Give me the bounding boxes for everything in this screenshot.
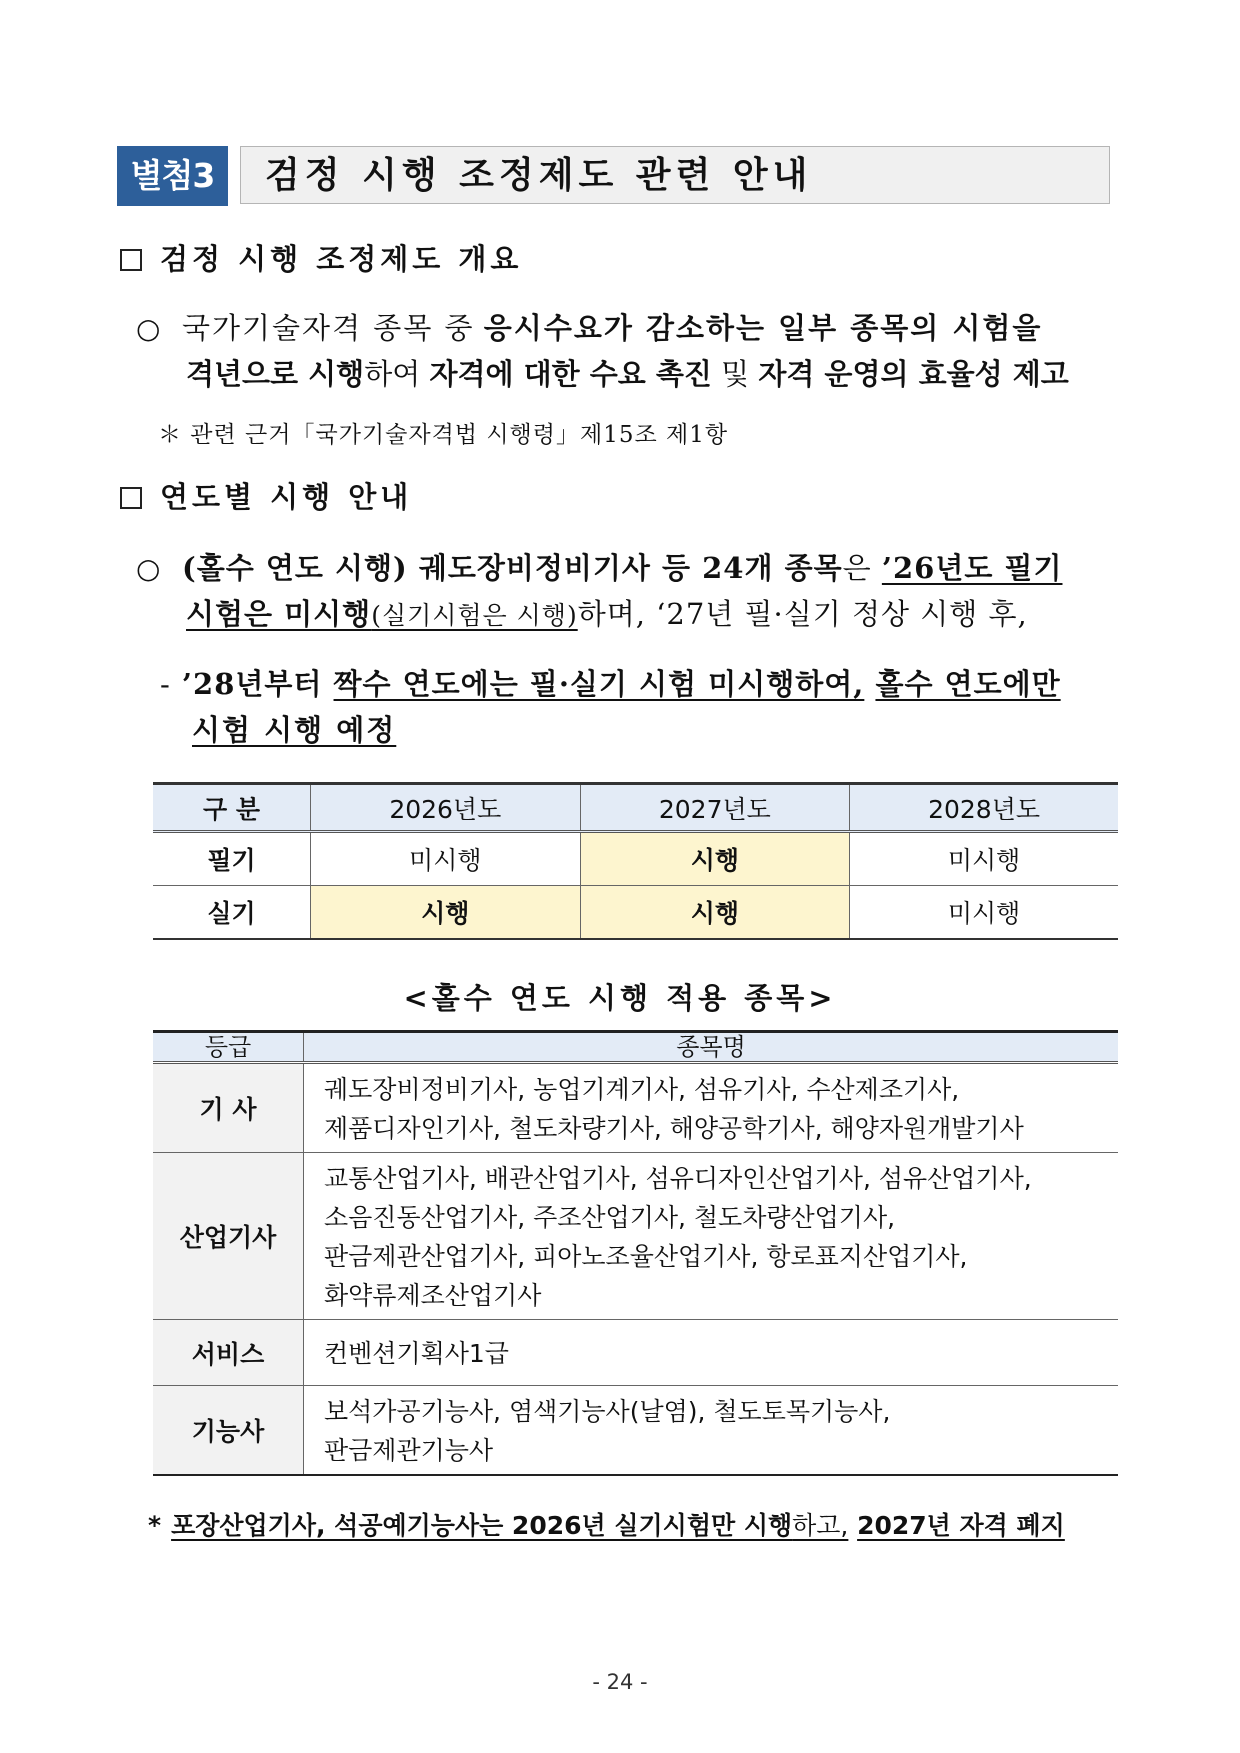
section-heading-schedule [120,475,412,516]
items-cell: 교통산업기사, 배관산업기사, 섬유디자인산업기사, 섬유산업기사, 소음진동산업기사, 주조산업기사, 철도차량산업기사, 판금제관산업기사, 피아노조율산업기사, 항로표지산업기사, 화약류제조산업기사 [304,1153,1119,1320]
attachment-tag: 별첨3 [117,146,228,206]
row-label: 필기 [153,832,311,886]
table-cell: 미시행 [311,832,581,886]
checkbox-square-icon [120,487,142,509]
grade-cell: 산업기사 [153,1153,304,1320]
schedule-line-2: 시험은 미시행(실기시험은 시행)하며, ‘27년 필·실기 정상 시행 후, [186,597,1028,631]
table-row [153,1320,1118,1386]
circle-bullet-icon: ○ [136,312,161,345]
section-heading-text: 연도별 시행 안내 [160,480,413,514]
table-header-cell: 등급 [153,1032,304,1063]
section-heading-text: 검정 시행 조정제도 개요 [160,242,523,276]
table-cell: 미시행 [850,886,1118,940]
items-cell: 컨벤션기획사1급 [304,1320,1119,1386]
schedule-dash-line-1: - ’28년부터 짝수 연도에는 필·실기 시험 미시행하여, 홀수 연도에만 [160,667,1061,701]
table-cell-highlighted: 시행 [580,832,850,886]
grade-cell: 기능사 [153,1386,304,1476]
section-heading-overview [120,237,522,278]
table-cell-highlighted: 시행 [580,886,850,940]
schedule-table [153,782,1118,940]
grade-cell: 서비스 [153,1320,304,1386]
list-caption: <홀수 연도 시행 적용 종목> [403,981,837,1015]
table-row [153,1063,1118,1153]
table-header-cell: 구 분 [153,784,311,832]
page-title: 검정 시행 조정제도 관련 안내 [240,146,1110,204]
items-table [153,1030,1118,1476]
table-row [153,1153,1118,1320]
table-header-cell: 2028년도 [850,784,1118,832]
table-cell-highlighted: 시행 [311,886,581,940]
schedule-dash-line-2: 시험 시행 예정 [192,713,397,747]
overview-line-1: ○ 국가기술자격 종목 중 응시수요가 감소하는 일부 종목의 시험을 [136,311,1043,345]
legal-basis-note: ＊ 관련 근거「국가기술자격법 시행령」제15조 제1항 [158,422,729,448]
circle-bullet-icon: ○ [136,552,162,585]
footnote: * 포장산업기사, 석공예기능사는 2026년 실기시험만 시행하고, 2027년 자격 폐지 [148,1511,1065,1540]
table-row [153,1386,1118,1476]
items-cell: 궤도장비정비기사, 농업기계기사, 섬유기사, 수산제조기사, 제품디자인기사, 철도차량기사, 해양공학기사, 해양자원개발기사 [304,1063,1119,1153]
row-label: 실기 [153,886,311,940]
table-header-row [153,784,1118,832]
table-header-row [153,1032,1118,1063]
overview-line-2: 격년으로 시행하여 자격에 대한 수요 촉진 및 자격 운영의 효율성 제고 [186,357,1069,391]
page-number: - 24 - [592,1670,648,1694]
table-header-cell: 종목명 [304,1032,1119,1063]
table-cell: 미시행 [850,832,1118,886]
grade-cell: 기 사 [153,1063,304,1153]
schedule-line-1: ○ (홀수 연도 시행) 궤도장비정비기사 등 24개 종목은 ’26년도 필기 [136,551,1063,585]
table-header-cell: 2026년도 [311,784,581,832]
table-row [153,832,1118,886]
items-cell: 보석가공기능사, 염색기능사(날염), 철도토목기능사, 판금제관기능사 [304,1386,1119,1476]
table-row [153,886,1118,940]
checkbox-square-icon [120,249,142,271]
table-header-cell: 2027년도 [580,784,850,832]
